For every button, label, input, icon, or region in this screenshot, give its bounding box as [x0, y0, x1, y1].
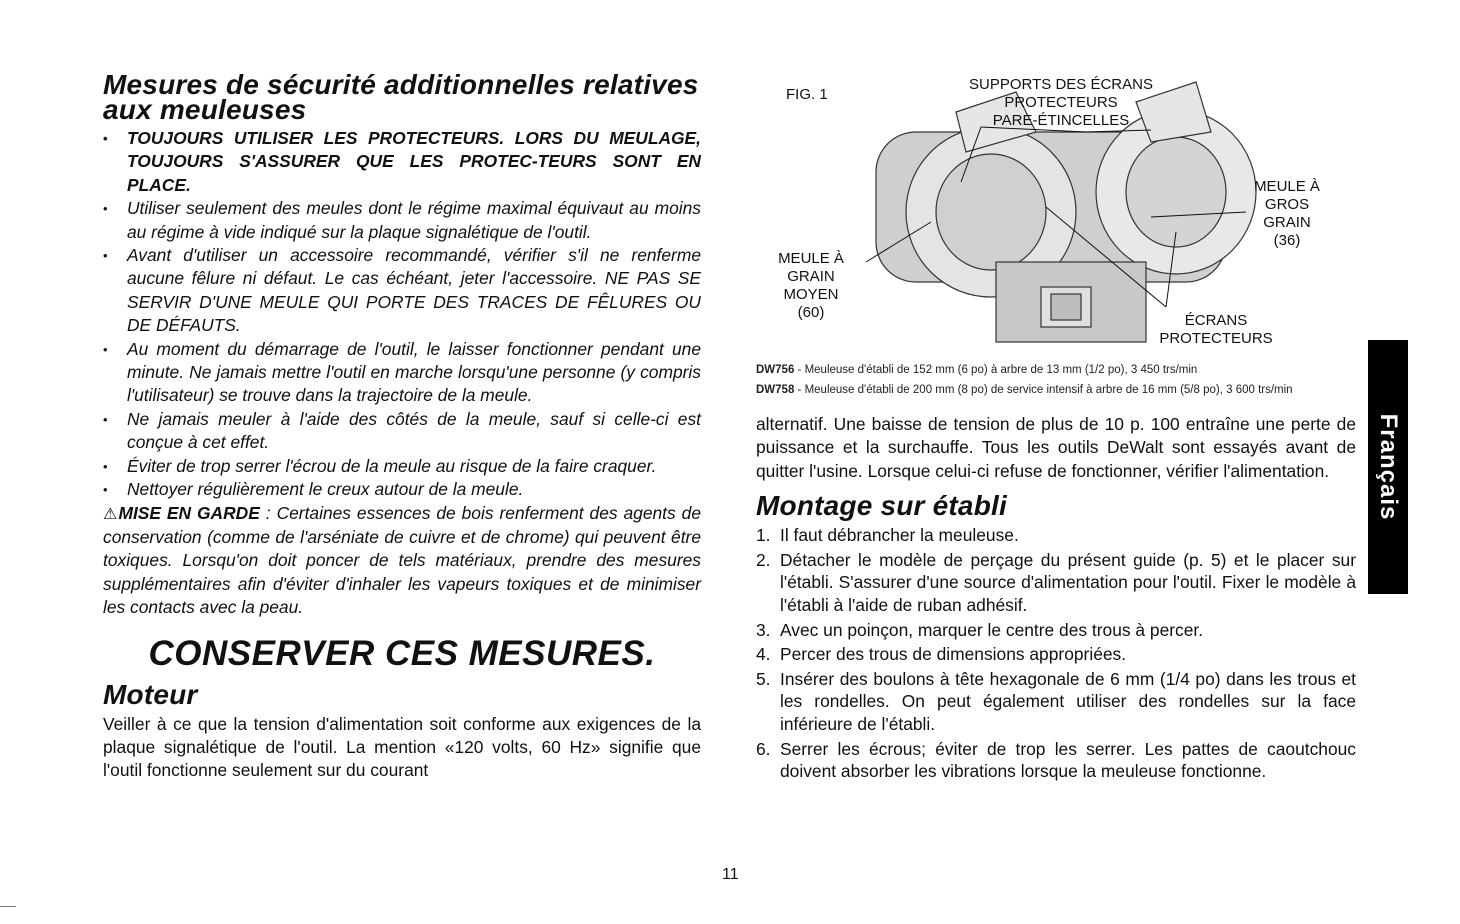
voltage-continued-paragraph: alternatif. Une baisse de tension de plus de 10 p. 100 entraîne une perte de puissance et la surchauffe. Tous les outils DeWalt sont essayés avant de quitter l'usine. Lorsque celui-ci refuse de fonctionner, vérifier l'alimentation. — [756, 414, 1356, 481]
step-item: 2. Détacher le modèle de perçage du présent guide (p. 5) et le placer sur l'établi. S'assurer d'une source d'alimentation pour l'outil. Fixer le modèle à l'établi à l'aide de ruban adhésif. — [756, 549, 1356, 615]
bullet-item: • Avant d'utiliser un accessoire recommandé, vérifier s'il ne renferme aucune fêlure ni défaut. Le cas échéant, jeter l'accessoire. NE PAS SE SERVIR D'UNE MEULE QUI PORTE DES TRACES DE FÊLURES OU DE DÉFAUTS. — [103, 244, 701, 338]
callout-line: GRAIN — [787, 268, 835, 285]
figure-label: FIG. 1 — [786, 86, 828, 103]
figure-captions — [756, 362, 1356, 399]
callout-line: MEULE À — [778, 250, 844, 267]
left-column — [103, 69, 702, 783]
conserver-heading: CONSERVER CES MESURES. — [148, 633, 656, 673]
bullet-item: • Utiliser seulement des meules dont le régime maximal équivaut au moins au régime à vide indiqué sur la plaque signalétique de l'outil. — [103, 197, 701, 244]
warning-label: MISE EN GARDE — [118, 502, 260, 523]
warning-paragraph — [103, 502, 701, 620]
callout-line: (36) — [1273, 232, 1301, 249]
step-item: 3. Avec un poinçon, marquer le centre des trous à percer. — [756, 619, 1204, 640]
callout-line: PARE-ÉTINCELLES — [992, 112, 1130, 129]
language-tab-label: Français — [1375, 413, 1402, 521]
step-item: 4. Percer des trous de dimensions appropriées. — [756, 644, 1127, 665]
callout-line: PROTECTEURS — [1004, 94, 1118, 111]
right-column — [756, 72, 1356, 785]
callout-line: ÉCRANS — [1184, 312, 1248, 329]
bullet-item: • Éviter de trop serrer l'écrou de la meule au risque de la faire craquer. — [103, 455, 701, 478]
figure-1 — [756, 72, 1356, 362]
bullet-item: • Ne jamais meuler à l'aide des côtés de la meule, sauf si celle-ci est conçue à cet effet. — [103, 408, 701, 455]
callout-line: SUPPORTS DES ÉCRANS — [969, 76, 1153, 93]
callout-line: MEULE À — [1254, 178, 1320, 195]
language-side-tab — [1368, 340, 1408, 594]
callout-line: GRAIN — [1263, 214, 1311, 231]
callout-line: (60) — [797, 304, 825, 321]
safety-bullet-list — [103, 127, 701, 502]
moteur-paragraph: Veiller à ce que la tension d'alimentation soit conforme aux exigences de la plaque signalétique de l'outil. La mention «120 volts, 60 Hz» signifie que l'outil fonctionne seulement sur du courant — [103, 713, 701, 781]
warning-triangle-icon: ⚠ — [103, 505, 119, 523]
caption-dw758: DW758 - Meuleuse d'établi de 200 mm (8 po) de service intensif à arbre de 16 mm (5/8 po), 3 600 trs/min — [756, 384, 1293, 396]
section-heading-safety: Mesures de sécurité additionnelles relatives aux meuleuses — [103, 69, 699, 125]
page-number: 11 — [722, 866, 739, 883]
corner-rule — [0, 906, 16, 907]
moteur-heading: Moteur — [103, 678, 198, 710]
montage-heading: Montage sur établi — [756, 490, 1007, 522]
callout-eye-shields — [1146, 312, 1286, 348]
callout-supports — [941, 76, 1181, 130]
callout-line: PROTECTEURS — [1159, 330, 1273, 347]
montage-steps-list — [756, 524, 1356, 783]
callout-line: MOYEN — [783, 286, 839, 303]
step-item: 1. Il faut débrancher la meuleuse. — [756, 525, 1019, 546]
bullet-item: • TOUJOURS UTILISER LES PROTECTEURS. LORS DU MEULAGE, TOUJOURS S'ASSURER QUE LES PROTEC-TEURS SONT EN PLACE. — [103, 127, 701, 197]
step-item: 5. Insérer des boulons à tête hexagonale de 6 mm (1/4 po) dans les trous et les rondelles. On peut également utiliser des rondelles sur la face inférieure de l'établi. — [756, 668, 1356, 734]
bullet-item: • Au moment du démarrage de l'outil, le laisser fonctionner pendant une minute. Ne jamais mettre l'outil en marche lorsqu'une personne (y compris l'utilisateur) se trouve dans la trajectoire de la meule. — [103, 338, 701, 408]
bullet-item: • Nettoyer régulièrement le creux autour de la meule. — [103, 478, 701, 501]
callout-line: GROS — [1264, 196, 1310, 213]
callout-medium-wheel — [756, 250, 866, 322]
step-item: 6. Serrer les écrous; éviter de trop les serrer. Les pattes de caoutchouc doivent absorber les vibrations lorsque la meuleuse fonctionne. — [756, 738, 1356, 782]
caption-dw756: DW756 - Meuleuse d'établi de 152 mm (6 po) à arbre de 13 mm (1/2 po), 3 450 trs/min — [756, 364, 1198, 376]
callout-coarse-wheel — [1242, 178, 1332, 250]
warning-text: : Certaines essences de bois renferment des agents de conservation (comme de l'arséniate de cuivre et de chrome) qui peuvent être toxiques. Lorsqu'on doit poncer de tels matériaux, prendre des mesures supplémentaires afin d'éviter d'inhaler les vapeurs toxiques et de minimiser les contacts avec la peau. — [103, 502, 702, 618]
